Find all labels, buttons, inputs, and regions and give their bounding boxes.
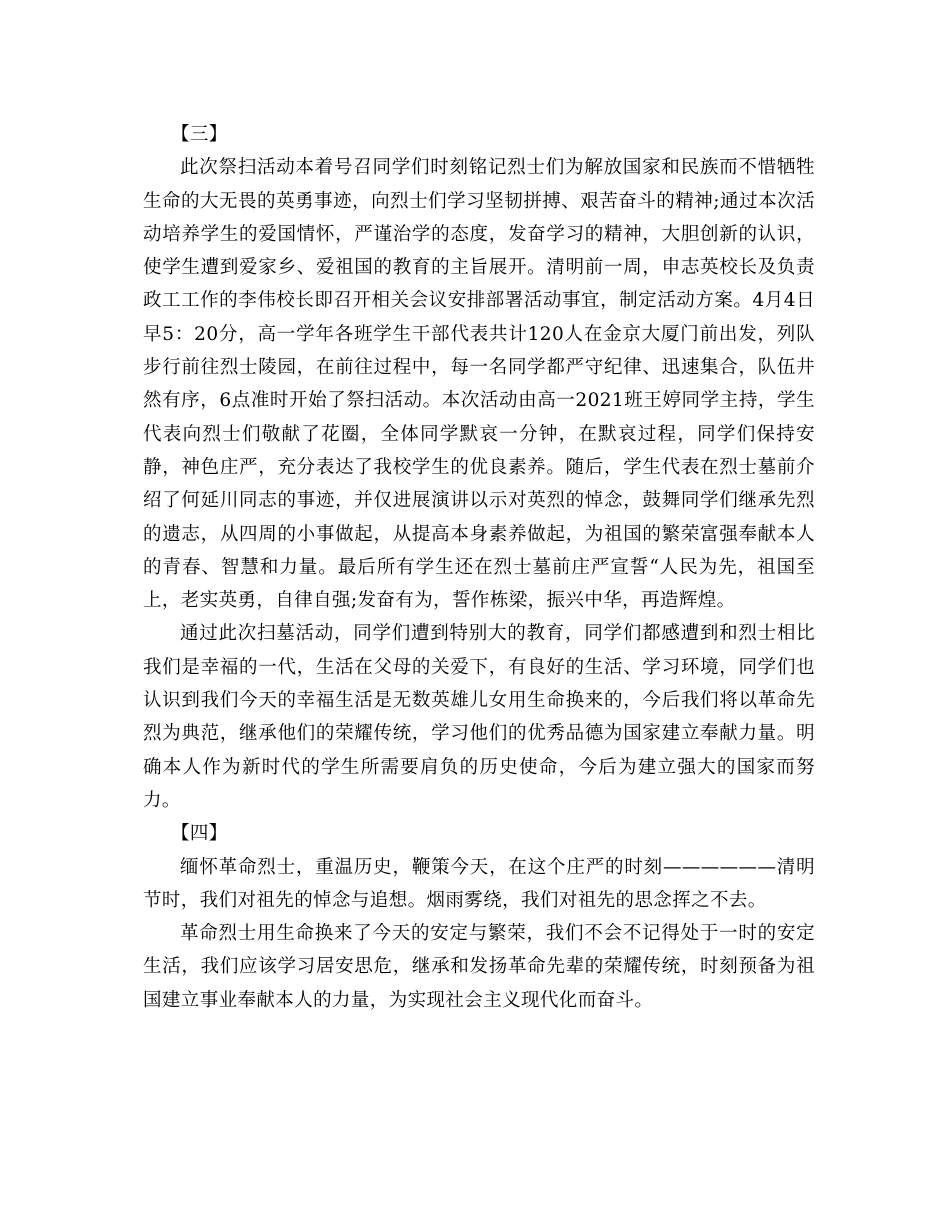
section-heading-3: 【三】 <box>171 124 228 145</box>
paragraph: 通过此次扫墓活动，同学们遭到特别大的教育，同学们都感遭到和烈士相比我们是幸福的一代，生活在父母的关爱下，有良好的生活、学习环境，同学们也认识到我们今天的幸福生活是无数英雄儿女用生命换来的，今后我们将以革命先烈为典范，继承他们的荣耀传统，学习他们的优秀品德为国家建立奉献力量。明确本人作为新时代的学生所需要肩负的历史使命，今后为建立强大的国家而努力。 <box>143 623 815 811</box>
paragraph: 缅怀革命烈士，重温历史，鞭策今天，在这个庄严的时刻——————清明节时，我们对祖先的悼念与追想。烟雨雾绕，我们对祖先的思念挥之不去。 <box>143 856 815 911</box>
section-heading-4: 【四】 <box>171 823 228 845</box>
paragraph: 此次祭扫活动本着号召同学们时刻铭记烈士们为解放国家和民族而不惜牺牲生命的大无畏的英勇事迹，向烈士们学习坚韧拼搏、艰苦奋斗的精神;通过本次活动培养学生的爱国情怀，严谨治学的态度，发奋学习的精神，大胆创新的认识，使学生遭到爱家乡、爱祖国的教育的主旨展开。清明前一周，申志英校长及负责政工工作的李伟校长即召开相关会议安排部署活动事宜，制定活动方案。4月4日早5：20分，高一学年各班学生干部代表共计120人在金京大厦门前出发，列队步行前往烈士陵园，在前往过程中，每一名同学都严守纪律、迅速集合，队伍井然有序，6点准时开始了祭扫活动。本次活动由高一2021班王婷同学主持，学生代表向烈士们敬献了花圈，全体同学默哀一分钟，在默哀过程，同学们保持安静，神色庄严，充分表达了我校学生的优良素养。随后，学生代表在烈士墓前介绍了何延川同志的事迹，并仅进展演讲以示对英烈的悼念，鼓舞同学们继承先烈的遗志，从四周的小事做起，从提高本身素养做起，为祖国的繁荣富强奉献本人的青春、智慧和力量。最后所有学生还在烈士墓前庄严宣誓“人民为先，祖国至上，老实英勇，自律自强;发奋有为，誓作栋梁，振兴中华，再造辉煌。 <box>143 157 815 612</box>
document-body <box>143 118 815 1017</box>
paragraph: 革命烈士用生命换来了今天的安定与繁荣，我们不会不记得处于一时的安定生活，我们应该学习居安思危，继承和发扬革命先辈的荣耀传统，时刻预备为祖国建立事业奉献本人的力量，为实现社会主义现代化而奋斗。 <box>143 923 815 1011</box>
